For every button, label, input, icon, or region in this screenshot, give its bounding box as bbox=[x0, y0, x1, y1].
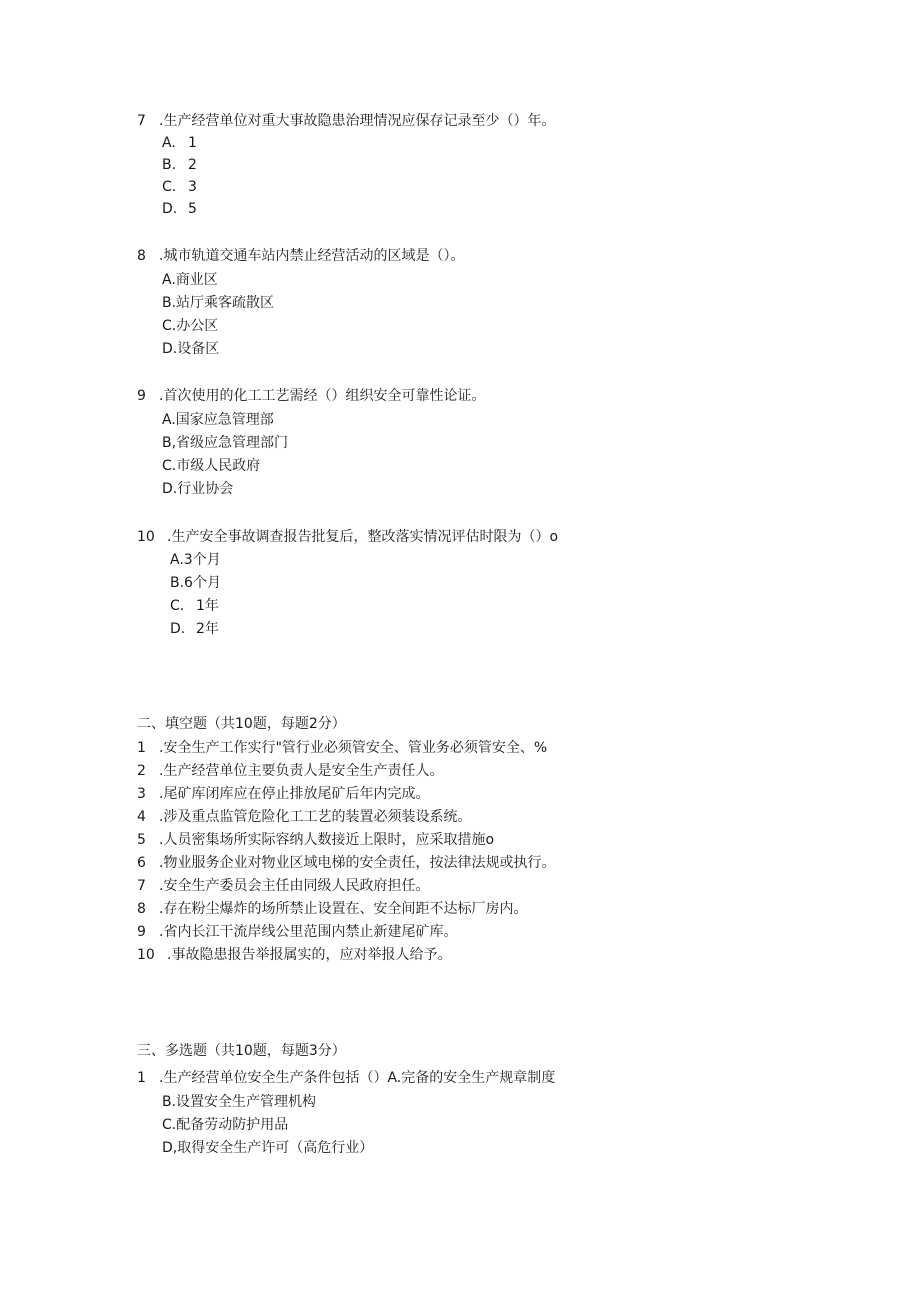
question-number: 10 bbox=[137, 529, 155, 545]
fill-item-10: 10 .事故隐患报告举报属实的，应对举报人给予。 bbox=[137, 947, 452, 963]
option-d: D. 5 bbox=[162, 201, 197, 217]
question-8 bbox=[137, 246, 464, 266]
question-number: 7 bbox=[137, 113, 146, 129]
option-b: B.站厅乘客疏散区 bbox=[162, 295, 275, 311]
question-9 bbox=[137, 386, 485, 406]
fill-item-7: 7 .安全生产委员会主任由同级人民政府担任。 bbox=[137, 878, 430, 894]
option-d: D. 2年 bbox=[170, 621, 219, 637]
option-b: B,省级应急管理部门 bbox=[162, 435, 289, 451]
option-a: A.3个月 bbox=[170, 552, 221, 568]
option-d: D.行业协会 bbox=[162, 481, 234, 497]
question-text: .城市轨道交通车站内禁止经营活动的区域是（）。 bbox=[159, 248, 465, 264]
option-b: B.设置安全生产管理机构 bbox=[162, 1094, 317, 1110]
question-10 bbox=[137, 527, 558, 547]
option-c: C.办公区 bbox=[162, 318, 219, 334]
option-c: C. 1年 bbox=[170, 598, 219, 614]
question-number: 9 bbox=[137, 388, 146, 404]
section-heading-fill-blank: 二、填空题（共10题，每题2分） bbox=[137, 716, 346, 732]
option-d: D.设备区 bbox=[162, 341, 220, 357]
section-heading-multi-choice: 三、多选题（共10题，每题3分） bbox=[137, 1043, 346, 1059]
fill-item-4: 4 .涉及重点监管危险化工工艺的装置必须装设系统。 bbox=[137, 809, 472, 825]
option-c: C. 3 bbox=[162, 179, 197, 195]
option-a: A.商业区 bbox=[162, 272, 218, 288]
option-c: C.配备劳动防护用品 bbox=[162, 1117, 289, 1133]
fill-item-6: 6 .物业服务企业对物业区域电梯的安全责任，按法律法规或执行。 bbox=[137, 855, 556, 871]
fill-item-9: 9 .省内长江干流岸线公里范围内禁止新建尾矿库。 bbox=[137, 924, 458, 940]
question-text: .生产经营单位对重大事故隐患治理情况应保存记录至少（）年。 bbox=[159, 113, 556, 129]
question-7 bbox=[137, 111, 555, 131]
option-b: B.6个月 bbox=[170, 575, 221, 591]
question-text: .生产安全事故调查报告批复后，整改落实情况评估时限为（）o bbox=[167, 529, 559, 545]
option-b: B. 2 bbox=[162, 157, 197, 173]
option-a: A.国家应急管理部 bbox=[162, 412, 274, 428]
fill-item-8: 8 .存在粉尘爆炸的场所禁止设置在、安全间距不达标厂房内。 bbox=[137, 901, 528, 917]
option-d: D,取得安全生产许可（高危行业） bbox=[162, 1140, 374, 1156]
fill-item-5: 5 .人员密集场所实际容纳人数接近上限时，应采取措施o bbox=[137, 832, 495, 848]
fill-item-1: 1 .安全生产工作实行"管行业必须管安全、管业务必须管安全、% bbox=[137, 740, 548, 756]
option-c: C.市级人民政府 bbox=[162, 458, 261, 474]
fill-item-3: 3 .尾矿库闭库应在停止排放尾矿后年内完成。 bbox=[137, 786, 430, 802]
multi-question-1: 1 .生产经营单位安全生产条件包括（）A.完备的安全生产规章制度 bbox=[137, 1070, 556, 1086]
fill-item-2: 2 .生产经营单位主要负责人是安全生产责任人。 bbox=[137, 763, 444, 779]
question-text: .首次使用的化工工艺需经（）组织安全可靠性论证。 bbox=[159, 388, 486, 404]
option-a: A. 1 bbox=[162, 135, 197, 151]
question-number: 8 bbox=[137, 248, 146, 264]
